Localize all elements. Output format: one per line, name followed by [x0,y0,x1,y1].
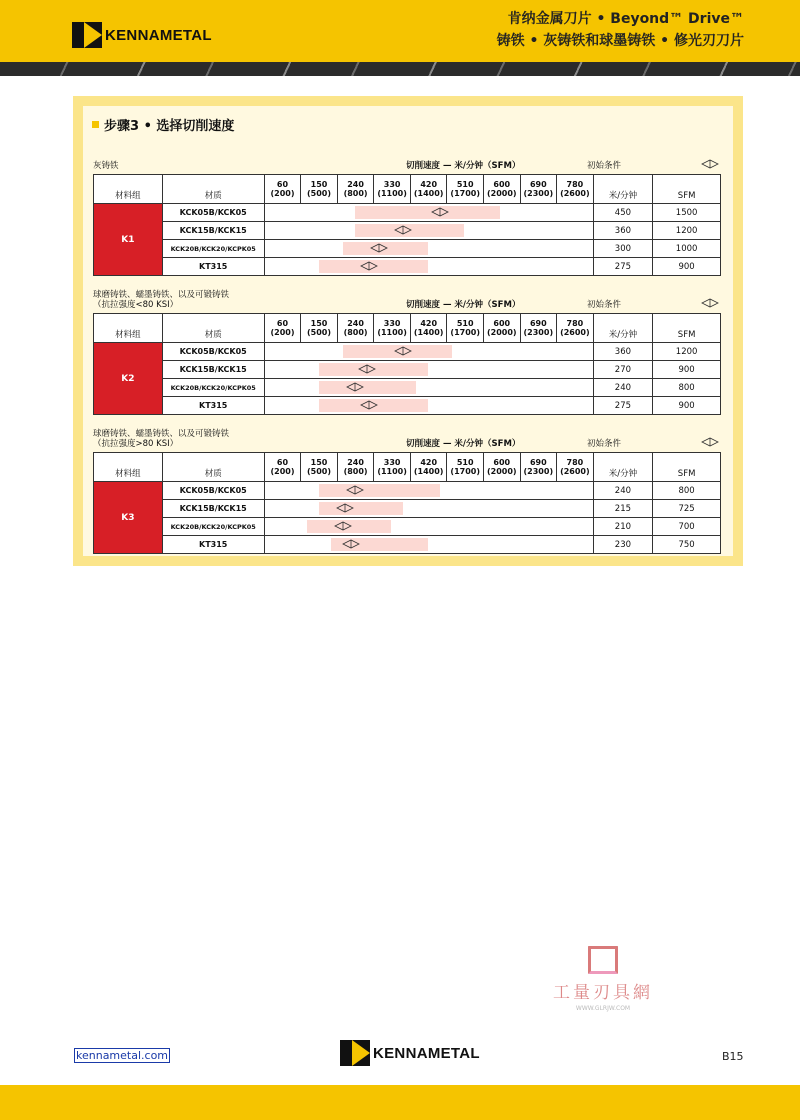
speed-sfm-label: (1400) [413,189,444,198]
logo-wordmark: KENNAMETAL [105,26,212,44]
table-row [94,482,721,500]
watermark [538,946,668,1012]
header-title-line1: 肯纳金属刀片 • Beyond™ Drive™ [507,11,744,27]
speed-column-header [374,175,411,204]
section-title [93,161,119,171]
speed-range-bar [355,206,500,219]
speed-mpm-label: 60 [276,458,289,467]
group-column-header: 材料组 [94,453,163,482]
metric-column-header: 米/分钟 [593,175,653,204]
start-mpm-value: 450 [593,204,653,222]
speed-label: 切削速度 — 米/分钟（SFM） [406,161,521,171]
section-header [93,148,721,174]
start-mpm-value: 275 [593,397,653,415]
speed-sfm-label: (500) [307,189,332,198]
speed-sfm-label: (2300) [523,328,554,337]
sfm-column-header: SFM [653,314,721,343]
speed-column-header [301,314,338,343]
speed-table [93,452,721,554]
speed-column-header [520,453,557,482]
speed-section [93,287,721,415]
speed-section [93,148,721,276]
start-diamond-icon [701,298,719,308]
speed-column-header [557,314,594,343]
watermark-logo-icon [588,946,618,974]
speed-range-bar [319,484,440,497]
speed-column-header [447,453,484,482]
table-header-row [94,314,721,343]
speed-sfm-label: (200) [270,189,295,198]
speed-mpm-label: 780 [566,458,584,467]
start-speed-diamond-icon [334,521,352,531]
start-mpm-value: 215 [593,500,653,518]
table-row [94,518,721,536]
step-heading [92,115,234,134]
speed-column-header [337,453,374,482]
start-diamond-icon [701,437,719,447]
header-stripes [0,62,800,76]
metric-column-header: 米/分钟 [593,453,653,482]
speed-sfm-label: (500) [307,328,332,337]
material-column-header: 材质 [162,175,264,204]
start-condition-label: 初始条件 [587,161,622,171]
table-row [94,500,721,518]
grade-cell: KCK05B/KCK05 [162,204,264,222]
sfm-column-header: SFM [653,175,721,204]
speed-sfm-label: (2000) [486,328,517,337]
speed-mpm-label: 600 [493,180,511,189]
speed-mpm-label: 240 [347,180,364,189]
speed-label: 切削速度 — 米/分钟（SFM） [406,300,521,310]
speed-sfm-label: (2000) [486,189,517,198]
grade-cell: KCK20B/KCK20/KCPK05 [162,379,264,397]
table-row [94,379,721,397]
header-title [497,8,744,52]
speed-sfm-label: (800) [343,189,368,198]
page-header [0,0,800,62]
speed-column-header [374,453,411,482]
speed-column-header [520,314,557,343]
speed-mpm-label: 690 [529,458,547,467]
speed-column-header [264,453,301,482]
page-number: B15 [722,1050,744,1063]
speed-sfm-label: (200) [270,328,295,337]
speed-column-header [374,314,411,343]
start-mpm-value: 240 [593,482,653,500]
speed-column-header [410,175,447,204]
grade-cell: KCK05B/KCK05 [162,343,264,361]
speed-range-cell [264,258,593,276]
speed-column-header [447,314,484,343]
speed-column-header [483,453,520,482]
start-speed-diamond-icon [358,364,376,374]
speed-sfm-label: (800) [343,328,368,337]
speed-sfm-label: (2300) [523,467,554,476]
kennametal-k-icon [72,22,102,48]
watermark-url: WWW.GLRJW.COM [575,1005,631,1012]
speed-sfm-label: (2600) [560,328,590,337]
speed-sfm-label: (2600) [560,189,590,198]
speed-mpm-label: 780 [566,180,584,189]
start-speed-diamond-icon [394,346,412,356]
start-diamond-legend [701,437,719,450]
speed-mpm-label: 600 [493,319,511,328]
grade-cell: KCK15B/KCK15 [162,222,264,240]
speed-column-header [301,175,338,204]
header-title-line2: 铸铁 • 灰铸铁和球墨铸铁 • 修光刃刀片 [496,33,744,49]
start-speed-marker [334,521,352,531]
speed-sfm-label: (2000) [486,467,517,476]
start-speed-marker [431,207,449,217]
material-group-cell: K2 [94,343,163,415]
start-diamond-icon [701,159,719,169]
start-speed-marker [394,346,412,356]
metric-column-header: 米/分钟 [593,314,653,343]
speed-mpm-label: 600 [493,458,511,467]
table-row [94,258,721,276]
material-group-cell: K3 [94,482,163,554]
table-header-row [94,453,721,482]
table-row [94,397,721,415]
speed-column-header [557,175,594,204]
speed-range-cell [264,204,593,222]
start-sfm-value: 1000 [653,240,721,258]
start-sfm-value: 725 [653,500,721,518]
section-title-line1: 球磨铸铁、蠕墨铸铁、以及可锻铸铁 [93,290,230,300]
grade-cell: KCK20B/KCK20/KCPK05 [162,240,264,258]
speed-column-header [337,175,374,204]
grade-cell: KT315 [162,536,264,554]
footer-logo [340,1040,480,1066]
speed-mpm-label: 420 [420,319,438,328]
speed-sfm-label: (200) [270,467,295,476]
start-sfm-value: 800 [653,482,721,500]
speed-column-header [410,314,447,343]
table-row [94,240,721,258]
start-condition-label: 初始条件 [587,300,622,310]
speed-column-header [337,314,374,343]
speed-range-cell [264,482,593,500]
watermark-text: 工量刃具網 [553,983,653,1003]
speed-sfm-label: (1400) [413,328,444,337]
speed-mpm-label: 330 [383,458,401,467]
speed-sfm-label: (800) [343,467,368,476]
start-sfm-value: 700 [653,518,721,536]
speed-mpm-label: 240 [347,319,364,328]
table-row [94,343,721,361]
speed-table [93,313,721,415]
start-mpm-value: 270 [593,361,653,379]
sfm-column-header: SFM [653,453,721,482]
material-column-header: 材质 [162,453,264,482]
start-speed-marker [342,539,360,549]
speed-sfm-label: (500) [307,467,332,476]
speed-sfm-label: (1700) [450,189,480,198]
start-sfm-value: 900 [653,397,721,415]
section-title-line1: 灰铸铁 [93,161,119,171]
speed-mpm-label: 60 [276,319,289,328]
speed-sfm-label: (1100) [377,189,407,198]
start-speed-marker [370,243,388,253]
speed-mpm-label: 240 [347,458,364,467]
speed-column-header [264,314,301,343]
step-title: 步骤3 • 选择切削速度 [104,119,235,134]
speed-mpm-label: 690 [529,319,547,328]
grade-cell: KCK05B/KCK05 [162,482,264,500]
start-condition-label: 初始条件 [587,439,622,449]
speed-sfm-label: (1400) [413,467,444,476]
speed-column-header [557,453,594,482]
material-column-header: 材质 [162,314,264,343]
speed-mpm-label: 780 [566,319,584,328]
start-speed-diamond-icon [360,261,378,271]
speed-mpm-label: 510 [456,180,474,189]
speed-range-bar [319,381,416,394]
start-sfm-value: 900 [653,361,721,379]
start-speed-diamond-icon [346,485,364,495]
speed-range-cell [264,343,593,361]
speed-column-header [483,175,520,204]
speed-mpm-label: 330 [383,319,401,328]
start-speed-diamond-icon [336,503,354,513]
table-row [94,361,721,379]
section-title [93,429,229,449]
speed-mpm-label: 150 [310,458,328,467]
group-column-header: 材料组 [94,314,163,343]
speed-mpm-label: 60 [276,180,289,189]
start-sfm-value: 900 [653,258,721,276]
speed-range-cell [264,518,593,536]
speed-column-header [264,175,301,204]
grade-cell: KCK20B/KCK20/KCPK05 [162,518,264,536]
start-speed-diamond-icon [370,243,388,253]
speed-range-cell [264,240,593,258]
speed-table [93,174,721,276]
speed-sfm-label: (1100) [377,328,407,337]
start-mpm-value: 230 [593,536,653,554]
section-header [93,287,721,313]
section-title [93,290,229,310]
start-sfm-value: 1200 [653,343,721,361]
start-speed-marker [358,364,376,374]
speed-range-bar [319,502,403,515]
footer-logo-wordmark: KENNAMETAL [373,1044,480,1062]
section-title-line2: （抗拉强度>80 KSI） [93,439,179,449]
start-sfm-value: 1500 [653,204,721,222]
start-mpm-value: 300 [593,240,653,258]
start-speed-marker [336,503,354,513]
speed-range-cell [264,536,593,554]
start-diamond-legend [701,159,719,172]
table-row [94,204,721,222]
speed-sfm-label: (2600) [560,467,590,476]
table-header-row [94,175,721,204]
kennametal-k-icon [340,1040,370,1066]
speed-range-cell [264,397,593,415]
grade-cell: KT315 [162,397,264,415]
speed-range-cell [264,379,593,397]
start-mpm-value: 360 [593,343,653,361]
section-title-line1: 球磨铸铁、蠕墨铸铁、以及可锻铸铁 [93,429,230,439]
start-speed-diamond-icon [342,539,360,549]
start-speed-diamond-icon [431,207,449,217]
speed-range-cell [264,222,593,240]
kennametal-logo [72,22,212,48]
start-speed-marker [394,225,412,235]
speed-column-header [520,175,557,204]
table-row [94,222,721,240]
group-column-header: 材料组 [94,175,163,204]
speed-column-header [447,175,484,204]
start-sfm-value: 1200 [653,222,721,240]
speed-mpm-label: 150 [310,319,328,328]
start-mpm-value: 240 [593,379,653,397]
section-title-line2: （抗拉强度<80 KSI） [93,300,179,310]
section-header [93,426,721,452]
speed-column-header [410,453,447,482]
speed-section [93,426,721,554]
start-speed-diamond-icon [360,400,378,410]
table-row [94,536,721,554]
speed-mpm-label: 420 [420,458,438,467]
speed-sfm-label: (1700) [450,328,480,337]
speed-column-header [483,314,520,343]
bullet-square-icon [92,121,99,128]
speed-mpm-label: 150 [310,180,328,189]
speed-mpm-label: 330 [383,180,401,189]
speed-label: 切削速度 — 米/分钟（SFM） [406,439,521,449]
speed-range-cell [264,500,593,518]
start-sfm-value: 800 [653,379,721,397]
footer-bar [0,1085,800,1120]
speed-column-header [301,453,338,482]
start-mpm-value: 210 [593,518,653,536]
start-diamond-legend [701,298,719,311]
speed-sfm-label: (1700) [450,467,480,476]
grade-cell: KT315 [162,258,264,276]
grade-cell: KCK15B/KCK15 [162,500,264,518]
speed-sfm-label: (2300) [523,189,554,198]
start-sfm-value: 750 [653,536,721,554]
start-speed-marker [360,400,378,410]
start-speed-marker [346,485,364,495]
speed-sfm-label: (1100) [377,467,407,476]
speed-mpm-label: 690 [529,180,547,189]
speed-range-cell [264,361,593,379]
start-speed-diamond-icon [394,225,412,235]
grade-cell: KCK15B/KCK15 [162,361,264,379]
start-speed-marker [346,382,364,392]
start-speed-marker [360,261,378,271]
footer-link[interactable]: kennametal.com [76,1049,169,1062]
start-mpm-value: 360 [593,222,653,240]
start-mpm-value: 275 [593,258,653,276]
material-group-cell: K1 [94,204,163,276]
start-speed-diamond-icon [346,382,364,392]
speed-mpm-label: 510 [456,458,474,467]
speed-mpm-label: 510 [456,319,474,328]
speed-mpm-label: 420 [420,180,438,189]
